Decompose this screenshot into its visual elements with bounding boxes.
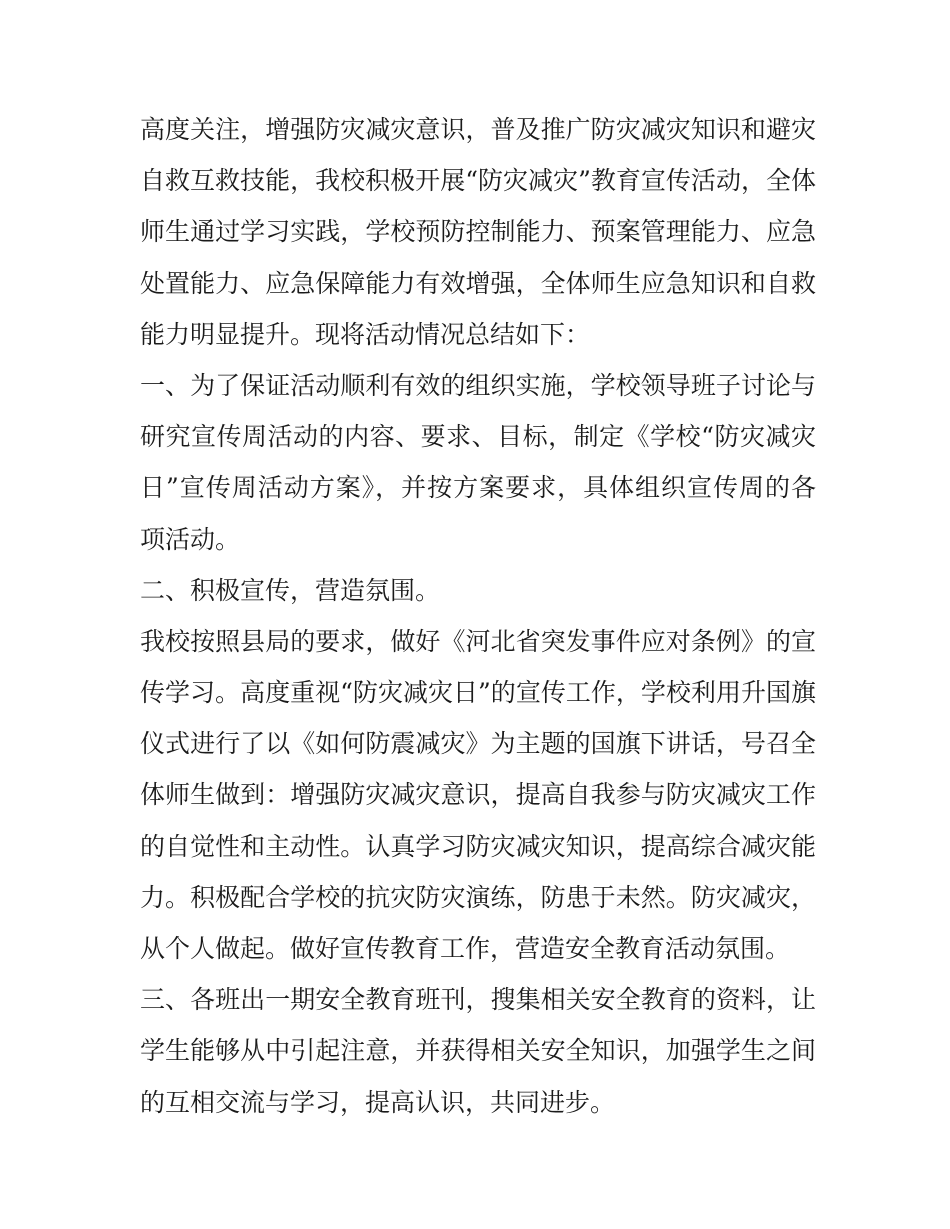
text-line: 学生能够从中引起注意，并获得相关安全知识，加强学生之间 (140, 1036, 816, 1066)
text-line: 日”宣传周活动方案》，并按方案要求，具体组织宣传周的各 (140, 473, 816, 503)
text-line: 从个人做起。做好宣传教育工作，营造安全教育活动氛围。 (140, 934, 791, 963)
text-line: 一、为了保证活动顺利有效的组织实施，学校领导班子讨论与 (140, 370, 816, 400)
text-line: 自救互救技能，我校积极开展“防灾减灾”教育宣传活动，全体 (140, 166, 816, 196)
text-line: 体师生做到：增强防灾减灾意识，提高自我参与防灾减灾工作 (140, 780, 816, 810)
text-line: 我校按照县局的要求，做好《河北省突发事件应对条例》的宣 (140, 626, 816, 656)
text-line: 的互相交流与学习，提高认识，共同进步。 (140, 1087, 616, 1117)
text-line: 师生通过学习实践，学校预防控制能力、预案管理能力、应急 (140, 217, 816, 247)
document-body (140, 104, 816, 1128)
text-line: 传学习。高度重视“防灾减灾日”的宣传工作，学校利用升国旗 (140, 678, 816, 708)
text-line: 处置能力、应急保障能力有效增强，全体师生应急知识和自救 (140, 268, 816, 298)
text-line: 项活动。 (140, 524, 241, 554)
text-line: 力。积极配合学校的抗灾防灾演练，防患于未然。防灾减灾， (140, 882, 816, 912)
text-line: 能力明显提升。现将活动情况总结如下： (140, 319, 591, 349)
text-line: 仪式进行了以《如何防震减灾》为主题的国旗下讲话，号召全 (140, 729, 816, 759)
text-line: 的自觉性和主动性。认真学习防灾减灾知识，提高综合减灾能 (140, 831, 816, 861)
text-line: 三、各班出一期安全教育班刊，搜集相关安全教育的资料，让 (140, 985, 816, 1015)
text-line: 研究宣传周活动的内容、要求、目标，制定《学校“防灾减灾 (140, 422, 816, 452)
text-line: 高度关注，增强防灾减灾意识，普及推广防灾减灾知识和避灾 (140, 115, 816, 144)
section-heading: 二、积极宣传，营造氛围。 (140, 575, 441, 605)
